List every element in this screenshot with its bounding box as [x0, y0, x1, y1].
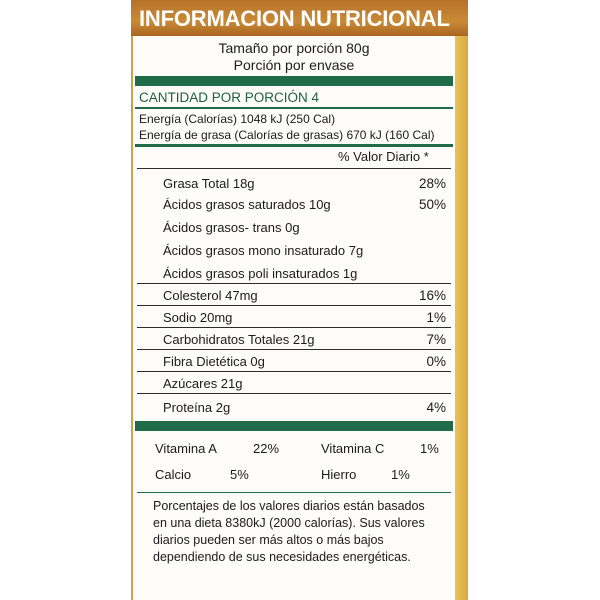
energy-fat-line: Energía de grasa (Calorías de grasas) 670 kJ (160 Cal)	[139, 128, 435, 142]
nutrient-label: Ácidos grasos saturados 10g	[163, 197, 331, 212]
nutrient-pct: 4%	[426, 400, 446, 415]
row-divider	[137, 168, 451, 169]
hierro-label: Hierro	[321, 467, 357, 482]
divider-before-dv	[135, 144, 453, 147]
amount-per-serving: CANTIDAD POR PORCIÓN 4	[139, 90, 320, 105]
footnote-line: diarios pueden ser más altos o más bajos	[153, 533, 384, 547]
label-header	[131, 0, 468, 36]
daily-value-header: % Valor Diario *	[338, 149, 429, 164]
vitamin-c-label: Vitamina C	[321, 441, 385, 456]
thick-divider-top	[135, 76, 453, 86]
gold-side-stripe	[455, 0, 468, 600]
row-divider	[137, 327, 451, 328]
calcio-label: Calcio	[155, 467, 192, 482]
label-title: INFORMACION NUTRICIONAL	[139, 6, 450, 31]
row-divider	[137, 349, 451, 350]
footnote-line: dependiendo de sus necesidades energéticas.	[153, 550, 411, 564]
vitamin-a-label: Vitamina A	[155, 441, 217, 456]
nutrient-pct: 0%	[426, 354, 446, 369]
nutrient-label: Sodio 20mg	[163, 310, 233, 325]
nutrient-label: Ácidos grasos mono insaturado 7g	[163, 243, 364, 258]
nutrition-card	[133, 36, 455, 600]
nutrient-pct: 1%	[426, 310, 446, 325]
nutrient-pct: 16%	[418, 288, 446, 303]
thick-divider-middle	[135, 421, 453, 431]
row-divider	[137, 393, 451, 394]
servings-per-container: Porción por envase	[233, 57, 355, 73]
nutrient-pct: 50%	[418, 197, 446, 212]
nutrient-label: Ácidos grasos- trans 0g	[163, 220, 300, 235]
nutrient-label: Fibra Dietética 0g	[163, 354, 265, 369]
energy-line: Energía (Calorías) 1048 kJ (250 Cal)	[139, 112, 336, 126]
vitamin-c-pct: 1%	[420, 441, 439, 456]
serving-size: Tamaño por porción 80g	[218, 40, 370, 56]
row-divider	[137, 371, 451, 372]
nutrient-label: Carbohidratos Totales 21g	[163, 332, 315, 347]
nutrient-label: Ácidos grasos poli insaturados 1g	[163, 266, 358, 281]
footnote-line: Porcentajes de los valores diarios están basados	[153, 499, 425, 513]
footnote-line: en una dieta 8380kJ (2000 calorías). Sus valores	[153, 516, 425, 530]
nutrient-label: Colesterol 47mg	[163, 288, 258, 303]
row-divider	[137, 492, 451, 493]
nutrient-pct: 28%	[418, 176, 446, 191]
nutrient-pct: 7%	[426, 332, 446, 347]
thin-divider	[135, 107, 453, 109]
right-margin	[468, 0, 600, 600]
nutrient-label: Proteína 2g	[163, 400, 231, 415]
row-divider	[137, 305, 451, 306]
calcio-pct: 5%	[230, 467, 249, 482]
nutrient-label: Azúcares 21g	[163, 376, 243, 391]
left-margin	[0, 0, 131, 600]
row-divider	[137, 283, 451, 284]
hierro-pct: 1%	[391, 467, 410, 482]
vitamin-a-pct: 22%	[253, 441, 280, 456]
nutrient-label: Grasa Total 18g	[163, 176, 255, 191]
